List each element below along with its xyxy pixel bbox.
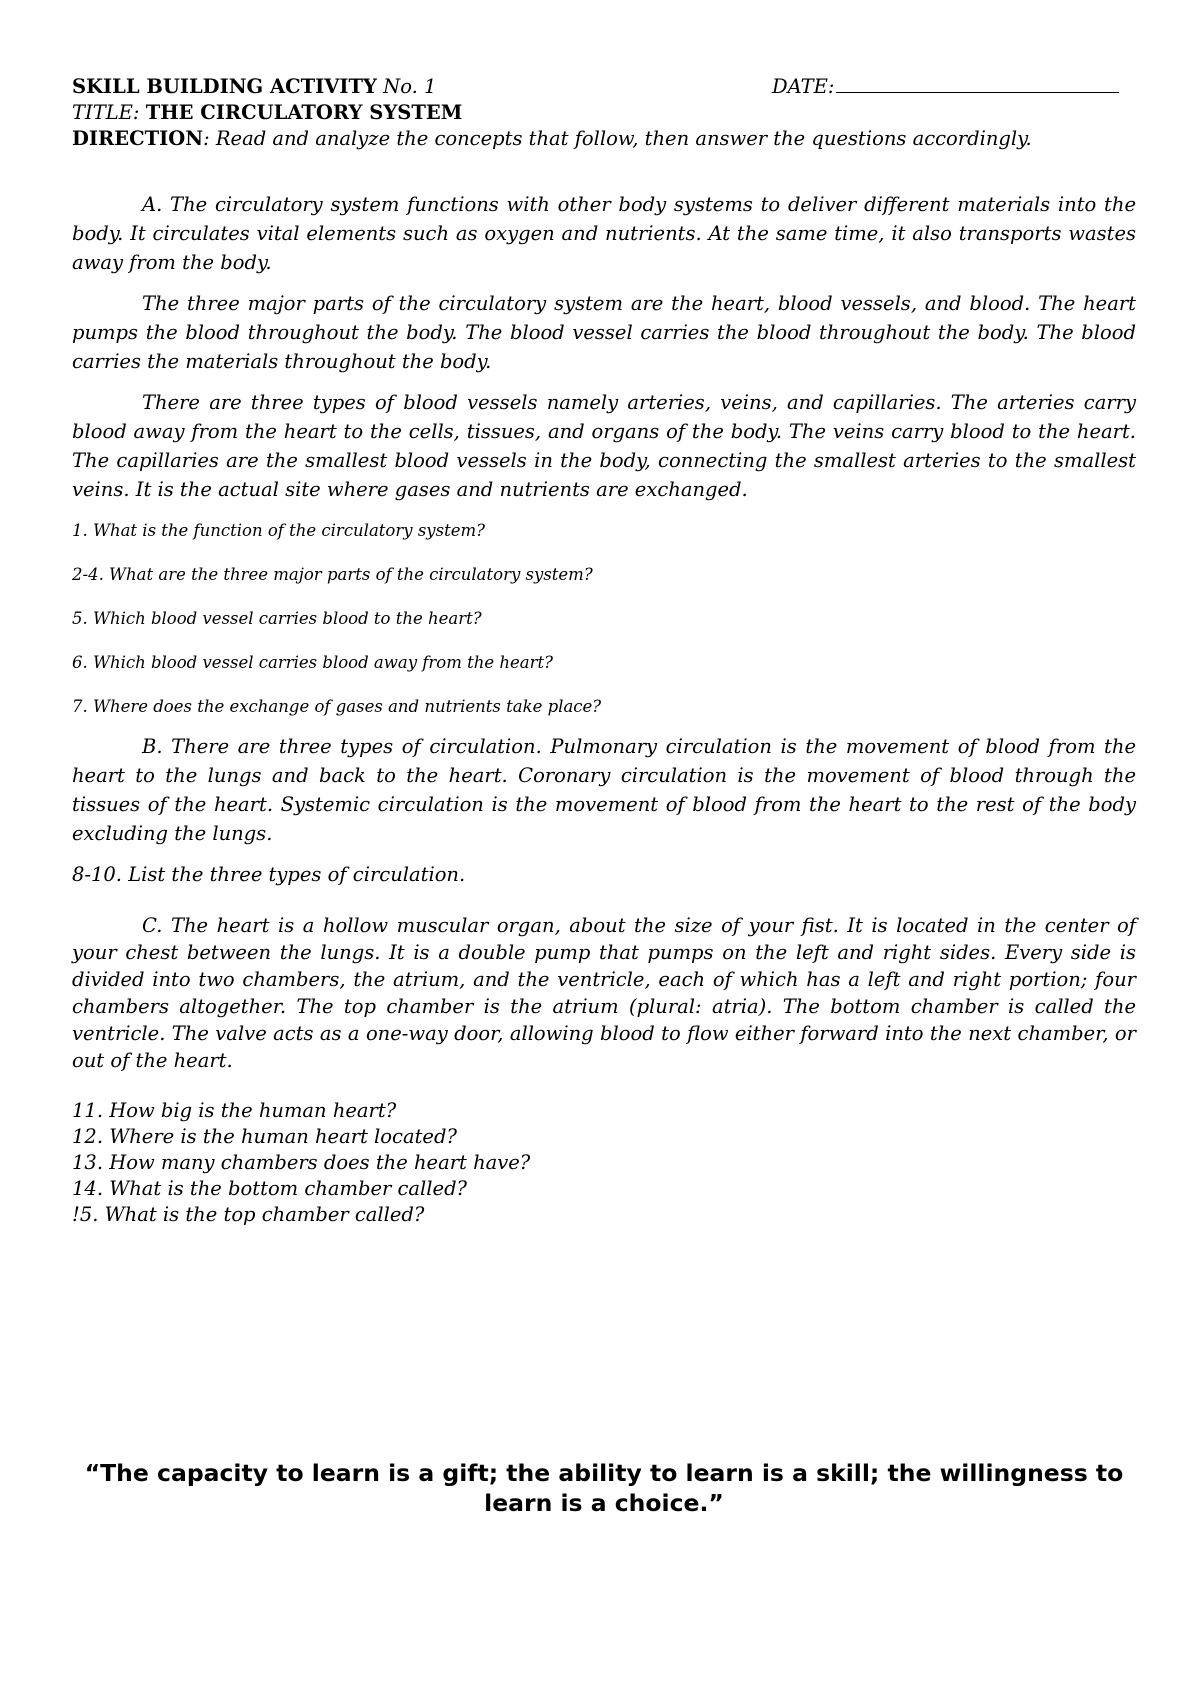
question-5: 5. Which blood vessel carries blood to the heart? (72, 609, 482, 628)
question-11: 11. How big is the human heart? (72, 1099, 397, 1122)
question-8-10: 8-10. List the three types of circulation. (72, 863, 466, 886)
activity-number: No. 1 (383, 75, 437, 98)
date-blank-line[interactable] (836, 74, 1119, 93)
direction-label: DIRECTION (72, 127, 204, 150)
date-label: DATE: (772, 75, 835, 98)
title-label: TITLE: (72, 101, 140, 124)
question-13: 13. How many chambers does the heart have? (72, 1151, 531, 1174)
worksheet-page (72, 74, 1136, 1228)
section-a-paragraph-2: The three major parts of the circulatory system are the heart, blood vessels, and blood. The heart pumps the blood throughout the body. The blood vessel carries the blood throughout the body. The blood carries the materials throughout the body. (72, 292, 1136, 373)
header (72, 74, 1136, 152)
date-field (772, 74, 1119, 100)
section-c-questions (72, 1098, 1136, 1228)
section-a-paragraph-1: A. The circulatory system functions with other body systems to deliver different materials into the body. It circulates vital elements such as oxygen and nutrients. At the same time, it also transports wastes away from the body. (72, 193, 1136, 274)
question-12: 12. Where is the human heart located? (72, 1125, 457, 1148)
closing-quote: “The capacity to learn is a gift; the ability to learn is a skill; the willingness to learn is a choice.” (84, 1459, 1124, 1517)
title-value: THE CIRCULATORY SYSTEM (145, 101, 463, 124)
question-2-4: 2-4. What are the three major parts of the circulatory system? (72, 565, 593, 584)
direction-text: : Read and analyze the concepts that follow, then answer the questions accordingly. (203, 127, 1032, 150)
question-15: !5. What is the top chamber called? (72, 1203, 425, 1226)
section-a-paragraph-3: There are three types of blood vessels namely arteries, veins, and capillaries. The arteries carry blood away from the heart to the cells, tissues, and organs of the body. The veins carry blood to the heart. The capillaries are the smallest blood vessels in the body, connecting the smallest arteries to the smallest veins. It is the actual site where gases and nutrients are exchanged. (72, 391, 1136, 501)
question-6: 6. Which blood vessel carries blood away from the heart? (72, 653, 553, 672)
activity-label: SKILL BUILDING ACTIVITY (72, 75, 377, 98)
section-c-paragraph: C. The heart is a hollow muscular organ, about the size of your fist. It is located in the center of your chest between the lungs. It is a double pump that pumps on the left and right sides. Every side is divided into two chambers, the atrium, and the ventricle, each of which has a left and right portion; four chambers altogether. The top chamber is the atrium (plural: atria). The bottom chamber is called the ventricle. The valve acts as a one-way door, allowing blood to flow either forward into the next chamber, or out of the heart. (72, 914, 1136, 1072)
question-14: 14. What is the bottom chamber called? (72, 1177, 468, 1200)
section-b-paragraph: B. There are three types of circulation. Pulmonary circulation is the movement of blood from the heart to the lungs and back to the heart. Coronary circulation is the movement of blood through the tissues of the heart. Systemic circulation is the movement of blood from the heart to the rest of the body excluding the lungs. (72, 735, 1136, 845)
question-7: 7. Where does the exchange of gases and nutrients take place? (72, 697, 602, 716)
question-1: 1. What is the function of the circulatory system? (72, 521, 485, 540)
